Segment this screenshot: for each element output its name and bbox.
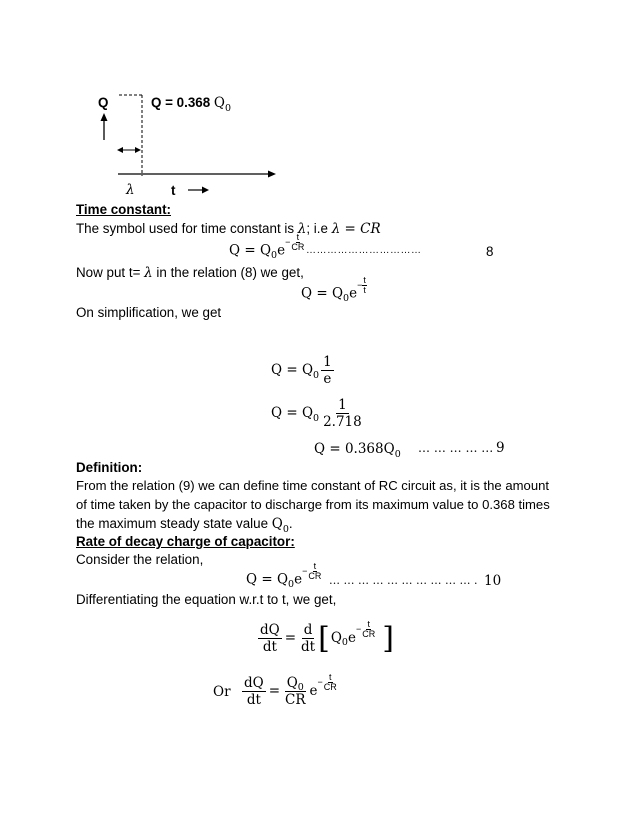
- equation-9: $Q = 0.368Q_0$: [314, 441, 401, 460]
- definition-line-3: the maximum steady state value $Q_0$.: [76, 516, 293, 535]
- or-label: Or: [213, 684, 231, 700]
- definition-heading: Definition:: [76, 460, 143, 475]
- rate-of-decay-heading: Rate of decay charge of capacitor:: [76, 534, 295, 549]
- differentiating-line: Differentiating the equation w.r.t to t, we get,: [76, 592, 337, 607]
- equation-10: $Q = Q_0e$ − $\frac{t}{CR}$: [246, 561, 322, 591]
- equation-9-number: 9: [496, 440, 505, 456]
- definition-line-1: From the relation (9) we can define time constant of RC circuit as, it is the amount: [76, 478, 550, 493]
- simplification-line: On simplification, we get: [76, 305, 222, 320]
- equation-t-over-t: $Q = Q_0e$ − $\frac{t}{t}$: [301, 275, 366, 305]
- definition-line-2: of time taken by the capacitor to discharge from its maximum value to 0.368 times: [76, 497, 550, 512]
- equation-10-dots: … … … … … … … … … … .: [329, 574, 478, 587]
- time-constant-heading: Time constant:: [76, 202, 171, 217]
- derivative-equation: $\frac{dQ}{dt}$ = $\frac{d}{dt}$ [ Q 0 e − $\frac{t}{CR}$ ]: [260, 618, 394, 656]
- consider-line: Consider the relation,: [76, 552, 204, 567]
- equation-8-number: 8: [486, 244, 494, 259]
- diagram-q-label: Q: [98, 95, 109, 110]
- equation-10-number: 10: [484, 573, 502, 589]
- time-constant-intro: The symbol used for time constant is λ; i.e λ = CR: [76, 221, 381, 237]
- equation-one-over-e: $Q = Q_0$ $\frac{1}{e}$: [271, 354, 332, 388]
- equation-9-dots: … … … … …: [418, 441, 494, 455]
- equation-8-dots: ……………………………: [306, 245, 422, 256]
- derivative-equation-simplified: $\frac{dQ}{dt}$ = $\frac{Q_0}{CR}$ e − $\frac{t}{CR}$: [244, 671, 337, 709]
- now-put-line: Now put t= λ in the relation (8) we get,: [76, 265, 304, 281]
- diagram-q-value: Q = 0.368 $Q_0$: [151, 95, 232, 114]
- diagram-t-label: t: [171, 183, 176, 198]
- equation-one-over-2718: $Q = Q_0$ $\frac{1}{2.718}$: [271, 397, 362, 431]
- diagram-lambda-label: λ: [126, 182, 135, 198]
- equation-8: $Q = Q_0e$ − $\frac{t}{CR}$: [229, 232, 305, 262]
